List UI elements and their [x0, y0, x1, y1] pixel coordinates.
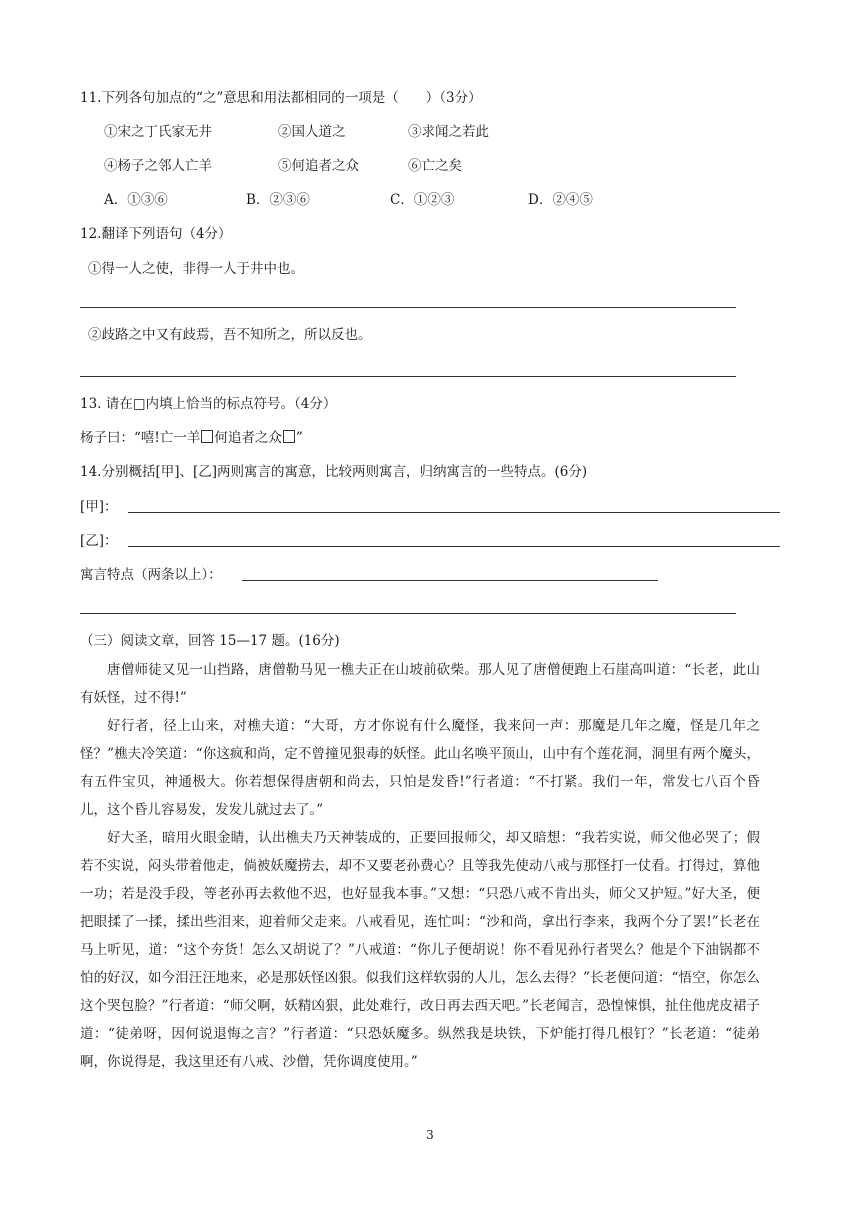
q11-item-4: ④杨子之邻人亡羊	[104, 158, 212, 174]
q11-item-2: ②国人道之	[278, 124, 346, 140]
q12-stem: 12.翻译下列语句（4分）	[80, 226, 232, 242]
q14-jia-label: [甲]：	[80, 499, 118, 515]
passage-paragraph: 好行者，径上山来，对樵夫道：“大哥，方才你说有什么魔怪，我来问一声：那魔是几年之魔，怪是几年之怪？”樵夫冷笑道：“你这疯和尚，定不曾撞见狠毒的妖怪。此山名唤平顶山，山中有个莲花洞，洞里有两个魔头，有五件宝贝，神通极大。你若想保得唐朝和尚去，只怕是发昏!”行者道：“不打紧。我们一年，常发七八百个昏儿，这个昏儿容易发，发发儿就过去了。”	[80, 718, 760, 818]
passage	[80, 656, 760, 1076]
q13-text-a: 杨子曰：“嘻!亡一羊	[80, 430, 201, 446]
answer-line-features[interactable]	[242, 580, 658, 581]
answer-line[interactable]	[80, 613, 736, 614]
passage-paragraph: 唐僧师徒又见一山挡路，唐僧勒马见一樵夫正在山坡前砍柴。那人见了唐僧便跑上石崖高叫道：“长老，此山有妖怪，过不得!”	[80, 662, 760, 706]
passage-paragraph: 好大圣，暗用火眼金睛，认出樵夫乃天神装成的，正要回报师父，却又暗想：“我若实说，师父他必哭了；假若不实说，闷头带着他走，倘被妖魔捞去，却不又要老孙费心？且等我先使动八戒与那怪打一仗看。打得过，算他一功；若是没手段，等老孙再去救他不迟，也好显我本事。”又想：“只恐八戒不肯出头，师父又护短。”好大圣，便把眼揉了一揉，揉出些泪来，迎着师父走来。八戒看见，连忙叫：“沙和尚，拿出行李来，我两个分了罢!”长老在马上听见，道：“这个夯货！怎么又胡说了？”八戒道：“你儿子便胡说！你不看见孙行者哭么？他是个下油锅都不怕的好汉，如今泪汪汪地来，必是那妖怪凶狠。似我们这样软弱的人儿，怎么去得？”长老便问道：“悟空，你怎么这个哭包脸？”行者道：“师父啊，妖精凶狠，此处难行，改日再去西天吧。”长老闻言，恐惶悚惧，扯住他虎皮裙子道：“徒弟呀，因何说退悔之言？”行者道：“只恐妖魔多。纵然我是块铁，下炉能打得几根钉？”长老道：“徒弟啊，你说得是，我这里还有八戒、沙僧，凭你调度使用。”	[80, 830, 760, 1070]
q11-stem: 11.下列各句加点的“之”意思和用法都相同的一项是（ ）（3分）	[80, 90, 482, 106]
q12-sentence-2: ②歧路之中又有歧焉，吾不知所之，所以反也。	[88, 327, 372, 343]
q11-item-5: ⑤何追者之众	[278, 158, 359, 174]
answer-line[interactable]	[80, 376, 736, 377]
q13-text-b: 何追者之众	[214, 430, 282, 446]
q14-yi-label: [乙]：	[80, 533, 118, 549]
q11-choice-d: D．②④⑤	[528, 192, 593, 208]
q14-stem: 14.分别概括[甲]、[乙]两则寓言的寓意，比较两则寓言，归纳寓言的一些特点。(6分)	[80, 464, 588, 480]
q13-sentence	[80, 428, 303, 448]
answer-line-jia[interactable]	[128, 512, 780, 513]
answer-line[interactable]	[80, 307, 736, 308]
q12-sentence-1: ①得一人之使，非得一人于井中也。	[88, 261, 304, 277]
section3-heading: （三）阅读文章，回答 15—17 题。(16分)	[80, 633, 340, 649]
punctuation-box[interactable]	[283, 430, 295, 443]
q11-choice-b: B．②③⑥	[246, 192, 310, 208]
q11-item-6: ⑥亡之矣	[408, 158, 462, 174]
page-number: 3	[426, 1128, 434, 1142]
q11-item-1: ①宋之丁氏家无井	[104, 124, 212, 140]
q13-text-c: ”	[295, 430, 303, 446]
q11-choice-a: A．①③⑥	[104, 192, 168, 208]
punctuation-box[interactable]	[201, 430, 213, 443]
q14-features-label: 寓言特点（两条以上）：	[80, 567, 222, 583]
q11-choice-c: C．①②③	[390, 192, 455, 208]
answer-line-yi[interactable]	[128, 546, 780, 547]
q13-stem: 13. 请在□内填上恰当的标点符号。（4分）	[80, 396, 337, 412]
q11-item-3: ③求闻之若此	[408, 124, 489, 140]
